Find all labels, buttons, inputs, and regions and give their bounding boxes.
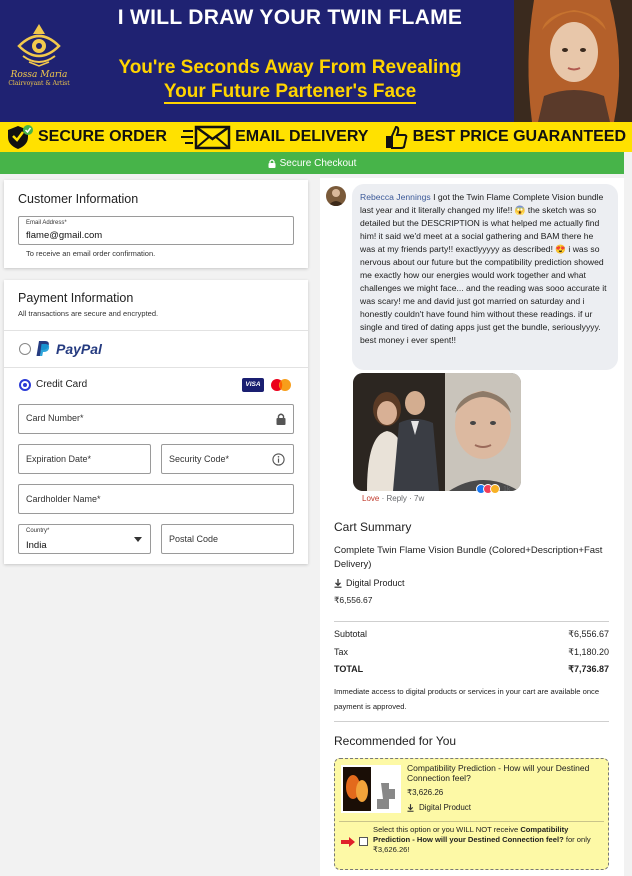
- customer-info-heading: Customer Information: [18, 192, 139, 206]
- trust-bar: [0, 122, 632, 152]
- logo-tagline: Clairvoyant & Artist: [8, 80, 70, 87]
- tax-value: ₹1,180.20: [568, 647, 609, 657]
- trust-email-delivery-label: EMAIL DELIVERY: [235, 128, 369, 145]
- total-row: [334, 664, 609, 675]
- banner-subtitle-2: Your Future Partener's Face: [163, 81, 417, 102]
- offer-divider: [339, 821, 604, 822]
- payment-divider-2: [4, 367, 308, 368]
- trust-email-delivery: [181, 124, 368, 150]
- secure-checkout-label: Secure Checkout: [279, 157, 357, 169]
- offer-thumbnail-text: Twin Flame Compatibility Prediction: [371, 765, 395, 780]
- cart-divider-1: [334, 621, 609, 622]
- country-select[interactable]: [18, 524, 151, 554]
- cart-product-type: [334, 578, 405, 588]
- love-link[interactable]: Love: [362, 494, 380, 503]
- mastercard-icon: [269, 378, 293, 392]
- cart-divider-2: [334, 721, 609, 722]
- paypal-logo-icon: [36, 340, 50, 357]
- credit-card-option[interactable]: [4, 374, 308, 394]
- total-label: TOTAL: [334, 664, 364, 674]
- email-helper-text: To receive an email order confirmation.: [26, 249, 156, 258]
- cart-summary-heading: Cart Summary: [334, 520, 412, 534]
- info-icon[interactable]: [272, 453, 285, 466]
- payment-info-heading: Payment Information: [18, 291, 134, 305]
- cardholder-name-label: Cardholder Name*: [26, 494, 101, 504]
- cart-product-name: Complete Twin Flame Vision Bundle (Colored+Description+Fast Delivery): [334, 545, 603, 570]
- comment-photo[interactable]: [353, 373, 521, 491]
- secure-checkout-bar: [0, 152, 624, 174]
- paypal-label: PayPal: [56, 341, 102, 357]
- download-icon: [407, 804, 414, 812]
- cart-product-price: ₹6,556.67: [334, 595, 373, 605]
- payment-divider-1: [4, 330, 308, 331]
- subtotal-label: Subtotal: [334, 629, 368, 639]
- expiration-date-label: Expiration Date*: [26, 454, 92, 464]
- trust-secure-order: [6, 124, 167, 150]
- order-sidebar: [320, 178, 624, 876]
- wow-reaction-icon: [490, 484, 500, 494]
- security-code-label: Security Code*: [169, 454, 230, 464]
- total-value: ₹7,736.87: [568, 664, 609, 674]
- credit-card-label: Credit Card: [36, 379, 88, 390]
- offer-type-label: Digital Product: [419, 803, 472, 812]
- payment-info-card: [4, 280, 308, 564]
- postal-code-field[interactable]: [161, 524, 294, 554]
- thumbs-up-icon: [383, 124, 409, 150]
- trust-best-price-label: BEST PRICE GUARANTEED: [412, 128, 626, 145]
- offer-checkbox-label[interactable]: Select this option or you WILL NOT receive Compatibility Prediction - How will your Destined Connection feel? for only ₹3,626.26!: [373, 825, 591, 854]
- offer-type: [407, 803, 471, 812]
- offer-title: Compatibility Prediction - How will your Destined Connection feel?: [407, 763, 590, 783]
- lock-icon: [268, 159, 276, 168]
- banner-title: I WILL DRAW YOUR TWIN FLAME: [117, 6, 463, 29]
- shield-icon: [6, 124, 34, 150]
- tax-row: [334, 647, 609, 658]
- customer-info-card: [4, 180, 308, 268]
- comment-age: 7w: [414, 494, 425, 503]
- trust-secure-order-label: SECURE ORDER: [38, 128, 167, 145]
- paypal-radio[interactable]: [19, 343, 31, 355]
- reaction-count: 1k: [503, 485, 511, 493]
- credit-card-radio[interactable]: [19, 379, 31, 391]
- offer-price: ₹3,626.26: [407, 788, 444, 797]
- commenter-name[interactable]: Rebecca Jennings: [360, 192, 431, 202]
- testimonial-comment: [352, 184, 618, 370]
- payment-subheading: All transactions are secure and encrypted.: [18, 309, 159, 318]
- banner-subtitle-1: You're Seconds Away From Revealing: [118, 57, 462, 78]
- postal-code-label: Postal Code: [169, 534, 219, 544]
- expiration-date-field[interactable]: [18, 444, 151, 474]
- reaction-summary[interactable]: [476, 484, 510, 494]
- eye-logo-icon: [15, 22, 63, 68]
- email-value[interactable]: flame@gmail.com: [26, 230, 103, 241]
- recommended-heading: Recommended for You: [334, 734, 457, 748]
- portrait-image: [514, 0, 632, 122]
- email-field[interactable]: [18, 216, 294, 245]
- comment-meta: Love · Reply · 7w: [362, 494, 425, 503]
- email-label: Email Address*: [26, 220, 67, 226]
- cardholder-name-field[interactable]: [18, 484, 294, 514]
- reply-link[interactable]: Reply: [386, 494, 407, 503]
- download-icon: [334, 579, 342, 588]
- security-code-field[interactable]: [161, 444, 294, 474]
- hero-banner: [0, 0, 632, 122]
- comment-text: I got the Twin Flame Complete Vision bundle last year and it literally changed my life!! 😱 the sketch was so detailed but the DESCRIPTION is what helped me actually find him! it said we'd meet at a social gathering and BAM there he was at my friends party!! exactlyyyyy as described! 😍 i was so nervous about our future but the compatibility prediction showed me exactly how our energies would work together and what challenges we might face... and the reading was sooo accurate it was scary! me and david just got married on saturday and i honestly couldn't have found him without these readings. if ur single and tired of dating apps just get the bundle, seriouslyyyy. best money i ever spent!!: [360, 192, 607, 345]
- logo-name: Rossa Maria: [10, 70, 68, 80]
- envelope-icon: [181, 124, 231, 150]
- card-number-label: Card Number*: [26, 413, 84, 423]
- subtotal-value: ₹6,556.67: [568, 629, 609, 639]
- card-number-field[interactable]: [18, 404, 294, 434]
- arrow-right-icon: [341, 837, 355, 847]
- country-value: India: [26, 540, 47, 551]
- recommended-offer: [334, 758, 609, 870]
- chevron-down-icon: [134, 537, 142, 542]
- visa-card-icon: VISA: [242, 378, 264, 392]
- cart-product-type-label: Digital Product: [346, 578, 405, 588]
- cart-access-note: Immediate access to digital products or services in your cart are available once payment is approved.: [334, 687, 600, 711]
- brand-logo: [8, 22, 70, 104]
- tax-label: Tax: [334, 647, 349, 657]
- trust-best-price: [383, 124, 626, 150]
- avatar: [326, 186, 346, 206]
- paypal-option[interactable]: [4, 332, 308, 366]
- lock-icon: [276, 413, 286, 425]
- country-label: Country*: [26, 528, 50, 534]
- subtotal-row: [334, 629, 609, 640]
- offer-checkbox[interactable]: [359, 837, 368, 846]
